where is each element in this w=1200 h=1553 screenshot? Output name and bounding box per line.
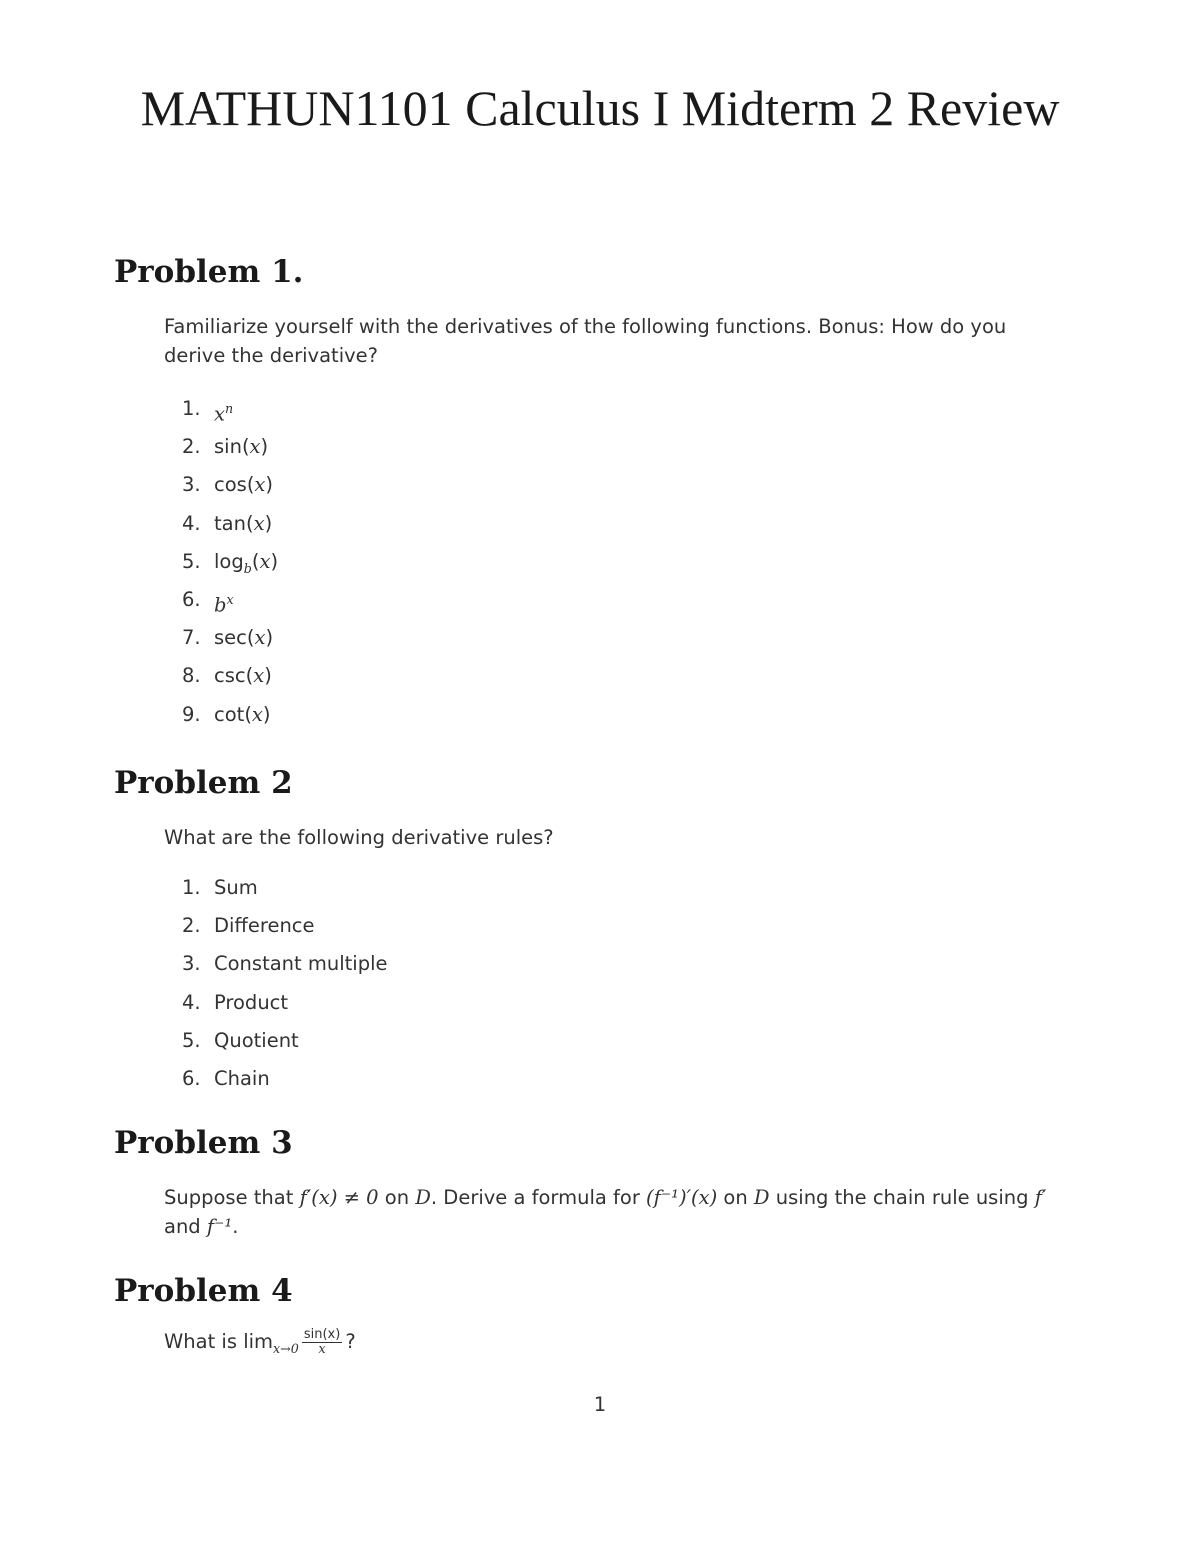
- list-item-number: 1.: [182, 876, 201, 899]
- list-item-number: 8.: [182, 664, 201, 688]
- list-item-number: 3.: [182, 473, 201, 497]
- list-item-number: 5.: [182, 1028, 201, 1052]
- function-expression: $b^x$: [214, 591, 234, 617]
- problem-3-text: Suppose that f′(x) ≠ 0 on D. Derive a formula for (f⁻¹)′(x) on D using the chain rule using f′ and f⁻¹.: [164, 1186, 1047, 1238]
- rule-label: Constant multiple: [214, 952, 388, 976]
- list-item-number: 6.: [182, 1066, 201, 1090]
- page-number: 1: [593, 1393, 607, 1416]
- list-item-number: 3.: [182, 952, 201, 976]
- function-expression: cot(x): [214, 702, 271, 726]
- list-item-number: 2.: [182, 435, 201, 459]
- problem-3-heading: Problem 3: [114, 1125, 293, 1161]
- function-expression: sec(x): [214, 626, 274, 650]
- list-item-number: 7.: [182, 626, 201, 650]
- problem-4-heading: Problem 4: [114, 1273, 293, 1309]
- function-expression: tan(x): [214, 511, 273, 535]
- rule-label: Product: [214, 990, 289, 1014]
- rule-label: Quotient: [214, 1028, 299, 1052]
- list-item-number: 4.: [182, 990, 201, 1014]
- problem-4-text: What is $\lim_{x\to 0}$ $\frac{\sin(x)}{x}$ ?: [164, 1327, 356, 1357]
- function-expression: sin(x): [214, 435, 269, 459]
- problem-1-intro: Familiarize yourself with the derivatives of the following functions. Bonus: How do you derive the derivative?: [164, 315, 1007, 367]
- list-item-number: 2.: [182, 914, 201, 938]
- page-title: MATHUN1101 Calculus I Midterm 2 Review: [140, 80, 1060, 136]
- rule-label: Difference: [214, 914, 315, 938]
- function-expression: csc(x): [214, 664, 272, 688]
- limit-fraction: $\frac{\sin(x)}{x}$: [303, 1327, 341, 1357]
- list-item-number: 1.: [182, 397, 201, 420]
- list-item-number: 6.: [182, 587, 201, 611]
- problem-2-heading: Problem 2: [114, 765, 293, 801]
- problem-2-intro: What are the following derivative rules?: [164, 826, 554, 849]
- function-expression: $x^n$: [214, 401, 234, 426]
- list-item-number: 9.: [182, 702, 201, 726]
- function-expression: cos(x): [214, 473, 274, 497]
- function-expression: $\log_b(x)$: [214, 549, 279, 576]
- list-item-number: 5.: [182, 549, 201, 573]
- problem-1-heading: Problem 1.: [114, 254, 304, 290]
- list-item-number: 4.: [182, 511, 201, 535]
- rule-label: Sum: [214, 876, 258, 899]
- rule-label: Chain: [214, 1066, 270, 1090]
